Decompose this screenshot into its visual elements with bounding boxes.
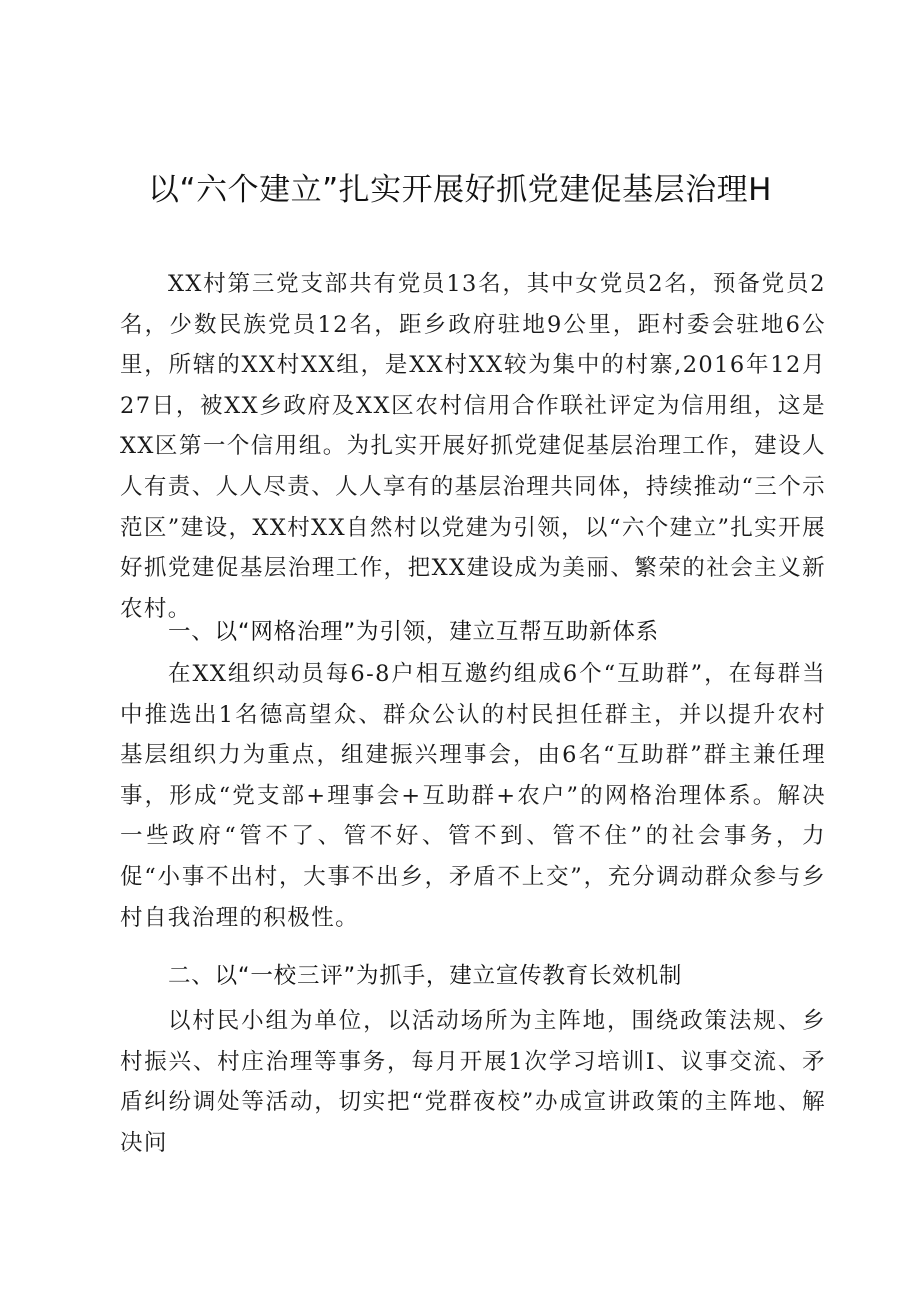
section-heading-2: 二、以“一校三评”为抓手，建立宣传教育长效机制 (168, 963, 683, 989)
document-title: 以“六个建立”扎实开展好抓党建促基层治理H (148, 172, 772, 208)
intro-paragraph: XX村第三党支部共有党员13名，其中女党员2名，预备党员2名，少数民族党员12名，距乡政府驻地9公里，距村委会驻地6公里，所辖的XX村XX组，是XX村XX较为集中的村寨,2016年12月27日，被XX乡政府及XX区农村信用合作联社评定为信用组，这是XX区第一个信用组。为扎实开展好抓党建促基层治理工作，建设人人有责、人人尽责、人人享有的基层治理共同体，持续推动“三个示范区”建设，XX村XX自然村以党建为引领，以“六个建立”扎实开展好抓党建促基层治理工作，把XX建设成为美丽、繁荣的社会主义新农村。 (120, 271, 827, 622)
section-body-1: 在XX组织动员每6-8户相互邀约组成6个“互助群”，在每群当中推选出1名德高望众、群众公认的村民担任群主，并以提升农村基层组织力为重点，组建振兴理事会，由6名“互助群”群主兼任理事，形成“党支部+理事会+互助群+农户”的网格治理体系。解决一些政府“管不了、管不好、管不到、管不住”的社会事务，力促“小事不出村，大事不出乡，矛盾不上交”，充分调动群众参与乡村自我治理的积极性。 (120, 661, 826, 931)
section-heading-1: 一、以“网格治理”为引领，建立互帮互助新体系 (168, 619, 659, 645)
section-body-2: 以村民小组为单位，以活动场所为主阵地，围绕政策法规、乡村振兴、村庄治理等事务，每月开展1次学习培训I、议事交流、矛盾纠纷调处等活动，切实把“党群夜校”办成宣讲政策的主阵地、解决问 (120, 1008, 826, 1156)
